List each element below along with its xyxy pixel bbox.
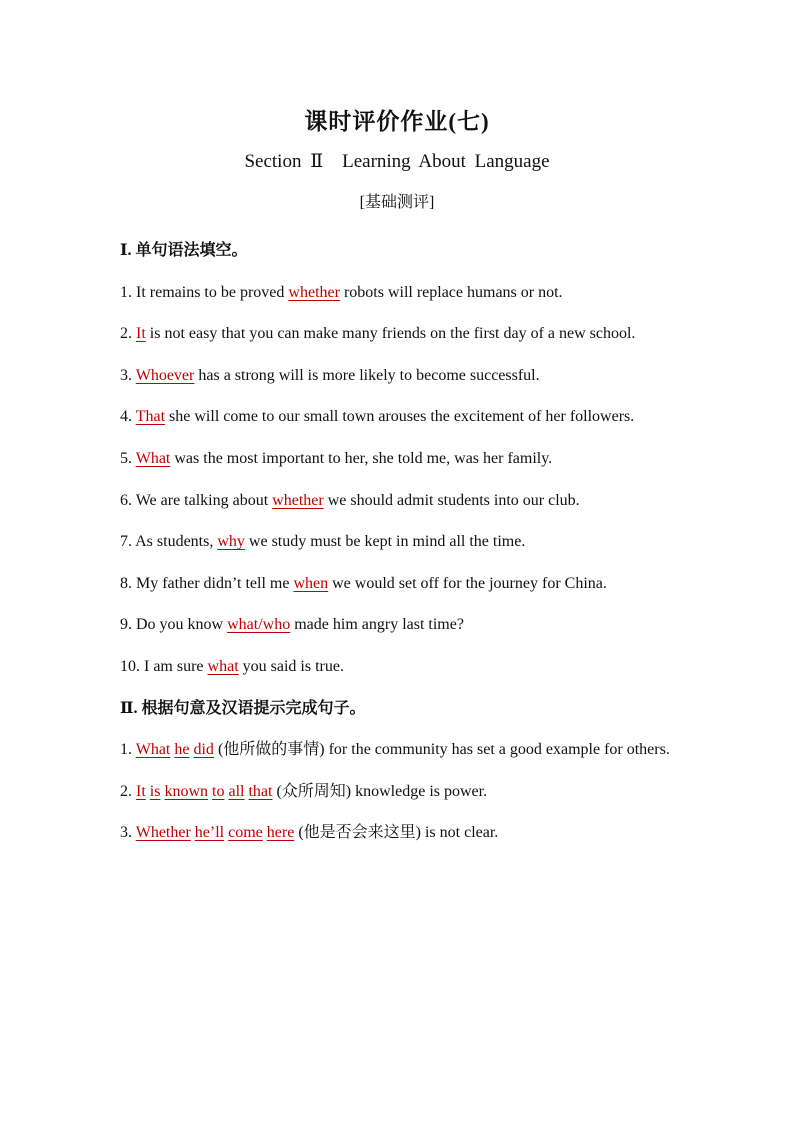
answer-blank: why [217, 533, 245, 551]
exercise-item [120, 480, 674, 522]
answer-blank: It [136, 325, 146, 343]
exercise-item [120, 729, 674, 771]
subheading: [基础测评] [359, 194, 435, 211]
answer-blank: all [228, 782, 245, 800]
exercise-content [120, 230, 674, 854]
item-number: 2. [120, 325, 132, 343]
item-text-after: (众所周知) knowledge is power. [272, 782, 488, 800]
answer-blank: to [212, 782, 225, 800]
item-text-after: was the most important to her, she told me, was her family. [170, 449, 553, 467]
answer-blank: he [174, 741, 190, 759]
item-text-after: we study must be kept in mind all the time. [244, 533, 526, 551]
exercise-item [120, 521, 674, 563]
section-title: Section Ⅱ Learning About Language [244, 151, 550, 172]
item-number: 10. [120, 657, 140, 675]
answer-blank: here [266, 824, 295, 842]
exercise-item [120, 812, 674, 854]
exercise-item [120, 563, 674, 605]
answer-blank: is [149, 782, 161, 800]
item-text-before: We are talking about [135, 491, 273, 509]
part1-heading: Ⅰ. 单句语法填空。 [120, 242, 248, 259]
item-text-before: As students, [135, 533, 218, 551]
item-text-before: It remains to be proved [136, 283, 289, 301]
item-text-after: she will come to our small town arouses the excitement of her followers. [165, 408, 635, 426]
item-text-after: (他是否会来这里) is not clear. [294, 824, 499, 842]
answer-blank: whether [288, 283, 340, 301]
answer-blank: what/who [227, 616, 291, 634]
item-text-after: robots will replace humans or not. [339, 283, 563, 301]
answer-blank: What [135, 741, 171, 759]
answer-blank: what [207, 657, 239, 675]
exercise-item [120, 771, 674, 813]
exercise-item [120, 313, 674, 355]
item-text-after: has a strong will is more likely to become successful. [194, 366, 540, 384]
page-title: 课时评价作业(七) [304, 109, 490, 134]
item-text-after: is not easy that you can make many friends on the first day of a new school. [145, 325, 636, 343]
answer-blank: Whether [135, 824, 191, 842]
exercise-item [120, 355, 674, 397]
answer-blank: that [248, 782, 273, 800]
part2-heading: Ⅱ. 根据句意及汉语提示完成句子。 [120, 699, 366, 717]
answer-blank: What [135, 449, 171, 467]
answer-blank: he’ll [194, 824, 225, 842]
item-text-before: Do you know [136, 616, 228, 634]
answer-blank: come [228, 824, 263, 842]
item-text-after: made him angry last time? [290, 616, 464, 634]
item-number: 3. [120, 366, 132, 384]
item-number: 7. [120, 533, 132, 551]
item-number: 3. [120, 824, 132, 842]
exercise-item [120, 646, 674, 688]
answer-blank: did [193, 741, 214, 759]
exercise-item [120, 396, 674, 438]
item-number: 9. [120, 616, 132, 634]
item-text-after: we should admit students into our club. [323, 491, 580, 509]
exercise-item [120, 604, 674, 646]
item-text-before: I am sure [144, 657, 208, 675]
answer-blank: whether [272, 491, 324, 509]
item-number: 8. [120, 574, 132, 592]
item-text-after: we would set off for the journey for China. [328, 574, 607, 592]
answer-blank: That [135, 408, 166, 426]
exercise-item [120, 438, 674, 480]
item-text-after: (他所做的事情) for the community has set a good example for others. [213, 741, 670, 759]
item-text-before: My father didn’t tell me [136, 574, 294, 592]
answer-blank: when [293, 574, 329, 592]
answer-blank: known [164, 782, 209, 800]
item-number: 2. [120, 782, 132, 800]
item-number: 1. [120, 283, 132, 301]
item-number: 6. [120, 491, 132, 509]
item-text-after: you said is true. [238, 657, 344, 675]
answer-blank: Whoever [135, 366, 195, 384]
item-number: 5. [120, 449, 132, 467]
exercise-item [120, 272, 674, 314]
item-number: 4. [120, 408, 132, 426]
answer-blank: It [136, 782, 146, 800]
item-number: 1. [120, 741, 132, 759]
